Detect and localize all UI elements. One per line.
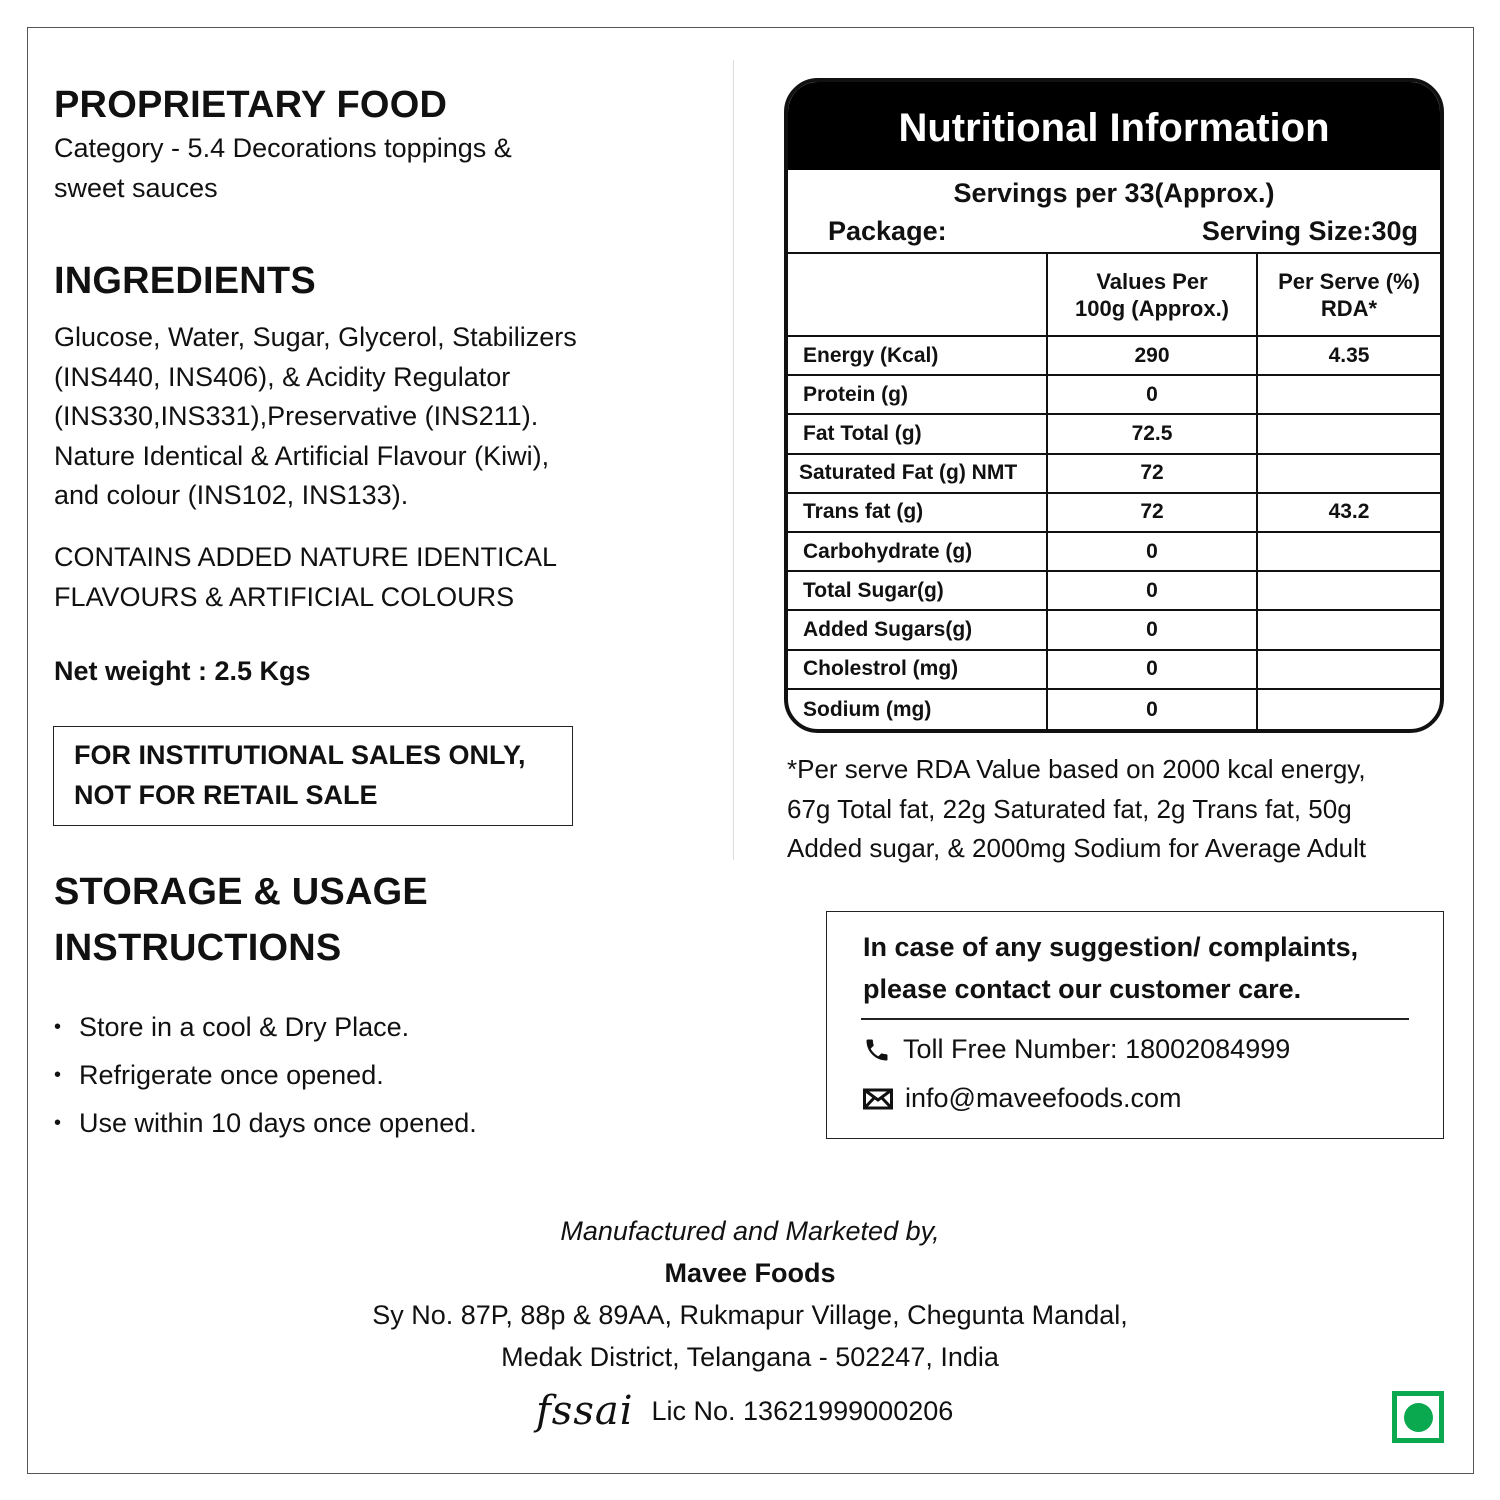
nutrient-value: 290 (1047, 336, 1257, 375)
ingredients-line: Nature Identical & Artificial Flavour (Kiwi), (54, 440, 550, 471)
table-row (788, 493, 1440, 532)
servings-per-package: Servings per 33(Approx.) (953, 178, 1275, 208)
phone-icon (863, 1036, 891, 1064)
veg-mark-icon (1392, 1391, 1444, 1443)
manufactured-by-label: Manufactured and Marketed by, (560, 1216, 940, 1246)
customer-care-line-1: In case of any suggestion/ complaints, (863, 932, 1359, 962)
nutrient-rda (1257, 454, 1440, 493)
nutrition-title: Nutritional Information (788, 82, 1440, 170)
institutional-sales-box (53, 726, 573, 826)
nutrient-rda (1257, 375, 1440, 414)
contains-line-2: FLAVOURS & ARTIFICIAL COLOURS (54, 582, 515, 612)
license-row (536, 1388, 953, 1434)
nutrient-value: 72.5 (1047, 414, 1257, 453)
category-line-2: sweet sauces (54, 173, 218, 203)
package-label: Package: (828, 216, 947, 246)
ingredients-line: and colour (INS102, INS133). (54, 480, 409, 510)
nutrient-name: Energy (Kcal) (788, 336, 1047, 375)
product-title: PROPRIETARY FOOD (54, 84, 448, 126)
table-row (788, 454, 1440, 493)
license-number: Lic No. 13621999000206 (651, 1395, 954, 1426)
ingredients-line: Glucose, Water, Sugar, Glycerol, Stabilizers (54, 322, 577, 352)
ingredients-line: (INS440, INS406), & Acidity Regulator (54, 361, 511, 392)
nutrient-name: Added Sugars(g) (788, 610, 1047, 649)
nutrient-name: Carbohydrate (g) (788, 532, 1047, 571)
storage-item: • Use within 10 days once opened. (54, 1099, 674, 1147)
nutrient-value: 0 (1047, 689, 1257, 731)
ingredients-section (54, 258, 674, 516)
contains-notice (54, 537, 674, 617)
email-address[interactable]: info@maveefoods.com (905, 1083, 1182, 1113)
nutrient-value: 0 (1047, 610, 1257, 649)
nutrient-rda (1257, 414, 1440, 453)
contact-divider (861, 1018, 1409, 1020)
servings-info (788, 170, 1440, 254)
table-row (788, 414, 1440, 453)
nutrient-name: Trans fat (g) (788, 493, 1047, 532)
nutrient-name: Protein (g) (788, 375, 1047, 414)
nutrient-value: 0 (1047, 650, 1257, 689)
manufacturer-name: Mavee Foods (664, 1258, 836, 1288)
header-values-line-2: 100g (Approx.) (1074, 295, 1230, 321)
nutrition-table (788, 254, 1440, 731)
toll-free-number[interactable]: Toll Free Number: 18002084999 (903, 1034, 1291, 1064)
table-row (788, 532, 1440, 571)
phone-row (863, 1034, 1290, 1065)
nutrient-name: Fat Total (g) (788, 414, 1047, 453)
rda-footnote (787, 750, 1447, 869)
table-row (788, 571, 1440, 610)
nutrient-value: 0 (1047, 571, 1257, 610)
fssai-logo-icon: fssai (536, 1388, 634, 1434)
ingredients-heading: INGREDIENTS (54, 260, 316, 302)
column-divider (733, 60, 734, 860)
nutrient-rda: 43.2 (1257, 493, 1440, 532)
table-header-row (788, 254, 1440, 336)
header-values-line-1: Values Per (1096, 268, 1208, 294)
email-row (863, 1083, 1182, 1114)
table-row (788, 689, 1440, 731)
nutrient-value: 0 (1047, 532, 1257, 571)
header-nutrient (788, 254, 1047, 336)
nutrient-value: 0 (1047, 375, 1257, 414)
storage-list (54, 1003, 674, 1147)
contains-line-1: CONTAINS ADDED NATURE IDENTICAL (54, 542, 558, 572)
table-row (788, 610, 1440, 649)
product-section (54, 82, 654, 208)
header-rda (1257, 254, 1440, 336)
address-line-2: Medak District, Telangana - 502247, India (501, 1342, 999, 1372)
address-line-1: Sy No. 87P, 88p & 89AA, Rukmapur Village, Chegunta Mandal, (372, 1300, 1128, 1330)
nutrient-value: 72 (1047, 454, 1257, 493)
nutrient-rda (1257, 610, 1440, 649)
envelope-icon (863, 1087, 893, 1111)
nutrient-rda (1257, 650, 1440, 689)
header-rda-line-1: Per Serve (%) (1278, 268, 1420, 294)
rda-note-line: Added sugar, & 2000mg Sodium for Average Adult (787, 833, 1367, 863)
nutrient-name: Saturated Fat (g) NMT (788, 454, 1047, 493)
category-line-1: Category - 5.4 Decorations toppings & (54, 133, 512, 163)
institutional-line-2: NOT FOR RETAIL SALE (74, 780, 378, 810)
customer-care-message (863, 926, 1358, 1010)
nutrient-rda: 4.35 (1257, 336, 1440, 375)
veg-dot (1404, 1403, 1433, 1432)
nutrient-value: 72 (1047, 493, 1257, 532)
table-row (788, 375, 1440, 414)
nutrient-rda (1257, 532, 1440, 571)
table-row (788, 336, 1440, 375)
nutrient-rda (1257, 689, 1440, 731)
rda-note-line: 67g Total fat, 22g Saturated fat, 2g Trans fat, 50g (787, 793, 1352, 824)
storage-item: • Refrigerate once opened. (54, 1051, 674, 1099)
nutrient-name: Total Sugar(g) (788, 571, 1047, 610)
nutrient-name: Cholestrol (mg) (788, 650, 1047, 689)
storage-heading-2: INSTRUCTIONS (54, 927, 342, 969)
nutrient-rda (1257, 571, 1440, 610)
header-values-per-100g (1047, 254, 1257, 336)
net-weight: Net weight : 2.5 Kgs (54, 656, 311, 686)
storage-section (54, 864, 674, 1147)
rda-note-line: *Per serve RDA Value based on 2000 kcal energy, (787, 754, 1366, 784)
storage-heading-1: STORAGE & USAGE (54, 871, 428, 913)
serving-size: Serving Size:30g (1201, 216, 1418, 246)
ingredients-text (54, 318, 674, 516)
customer-care-box (826, 911, 1444, 1139)
storage-item: • Store in a cool & Dry Place. (54, 1003, 674, 1051)
nutrient-name: Sodium (mg) (788, 689, 1047, 731)
customer-care-line-2: please contact our customer care. (863, 974, 1302, 1004)
header-rda-line-2: RDA* (1320, 295, 1378, 321)
nutrition-panel (784, 78, 1444, 733)
table-row (788, 650, 1440, 689)
institutional-line-1: FOR INSTITUTIONAL SALES ONLY, (74, 740, 526, 770)
ingredients-line: (INS330,INS331),Preservative (INS211). (54, 401, 539, 431)
